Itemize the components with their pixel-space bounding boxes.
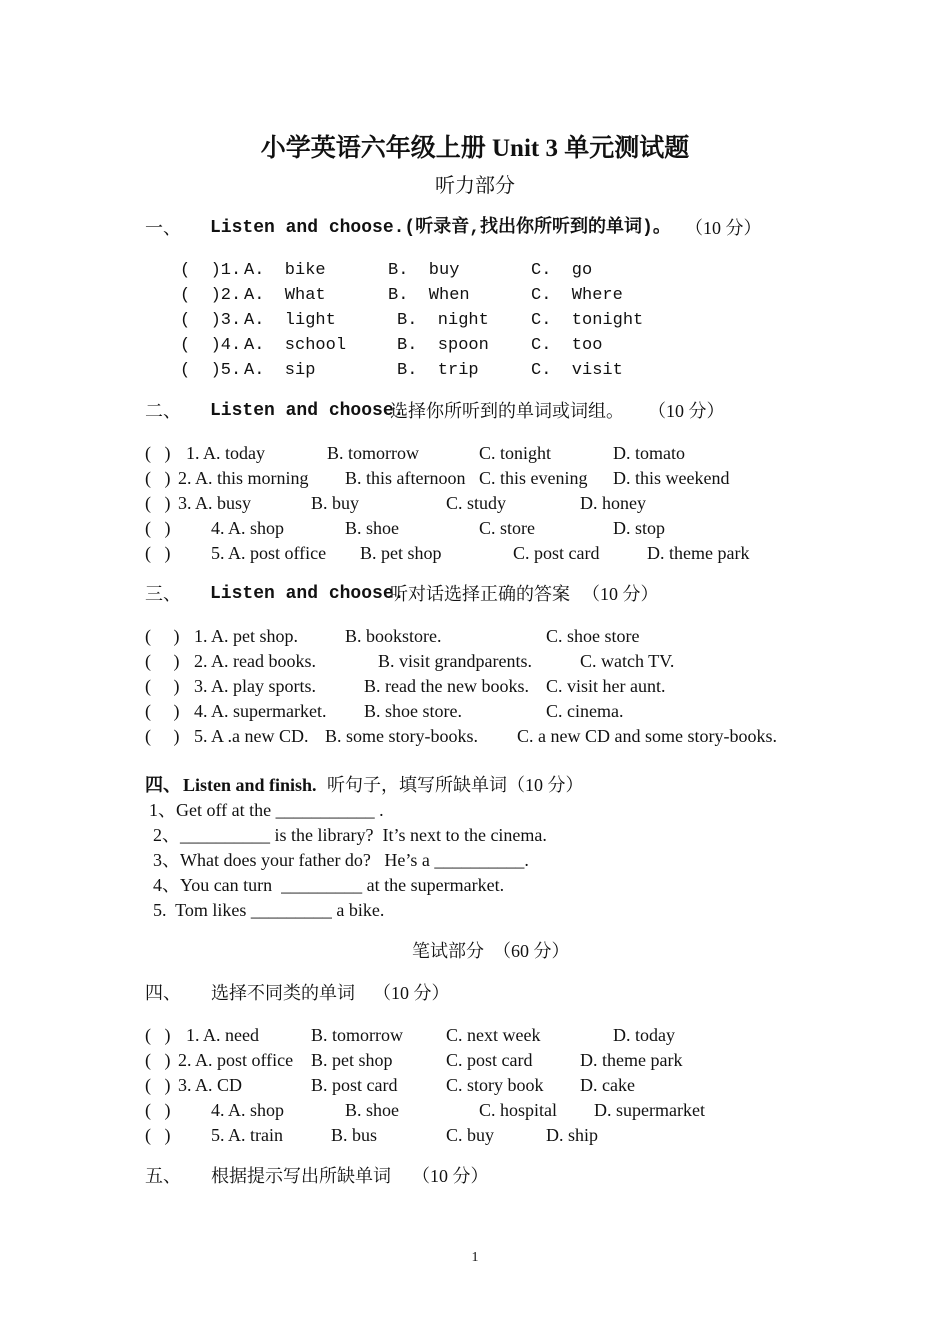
written-heading: 笔试部分 （60 分） [412, 941, 570, 961]
s2-q4-option-c: C. store [479, 518, 535, 538]
s2-q5-option-a: 5. A. post office [211, 543, 327, 563]
s5-q3-option-a: 3. A. CD [178, 1075, 243, 1095]
listening-heading: 听力部分 [435, 175, 515, 197]
s5-q5-paren: ( ) [145, 1125, 171, 1145]
section-6-score: （10 分） [412, 1166, 489, 1186]
s1-q3-option-b: B. night [397, 311, 489, 330]
s2-q1-paren: ( ) [145, 443, 171, 463]
s5-q3-option-d: D. cake [580, 1075, 635, 1095]
s5-q5-option-d: D. ship [546, 1125, 599, 1145]
s3-q4-option-b: B. shoe store. [364, 701, 462, 721]
s2-q1-option-c: C. tonight [479, 443, 552, 463]
s2-q3-option-b: B. buy [311, 493, 360, 513]
s5-q1-paren: ( ) [145, 1025, 171, 1045]
s5-q5-option-a: 5. A. train [211, 1125, 283, 1145]
s1-q5-option-b: B. trip [397, 361, 479, 380]
s2-q3-option-d: D. honey [580, 493, 646, 513]
s3-q5-option-b: B. some story-books. [325, 726, 478, 746]
s4-sentence-2: 2、__________ is the library? It’s next to the cinema. [153, 825, 547, 845]
s5-q1-option-b: B. tomorrow [311, 1025, 403, 1045]
s4-sentence-3: 3、What does your father do? He’s a __________. [153, 850, 529, 870]
s2-q1-option-a: 1. A. today [186, 443, 265, 463]
s3-q2-option-c: C. watch TV. [580, 651, 675, 671]
s2-q2-option-c: C. this evening [479, 468, 588, 488]
s2-q4-option-d: D. stop [613, 518, 666, 538]
s5-q1-option-d: D. today [613, 1025, 675, 1045]
s5-q1-option-c: C. next week [446, 1025, 541, 1045]
s2-q5-option-d: D. theme park [647, 543, 750, 563]
s2-q2-option-b: B. this afternoon [345, 468, 466, 488]
section-2-number: 二、 [145, 401, 181, 421]
s5-q3-paren: ( ) [145, 1075, 171, 1095]
s5-q2-option-a: 2. A. post office [178, 1050, 294, 1070]
s1-q5-option-c: C. visit [531, 361, 623, 380]
s1-q4-option-b: B. spoon [397, 336, 489, 355]
s1-q5-option-a: A. sip [244, 361, 316, 380]
s1-q4-option-a: A. school [244, 336, 347, 355]
s2-q4-option-a: 4. A. shop [211, 518, 285, 538]
s5-q4-option-a: 4. A. shop [211, 1100, 285, 1120]
s1-q3-number: ( )3. [180, 311, 242, 330]
s3-q1-option-b: B. bookstore. [345, 626, 442, 646]
s4-sentence-4: 4、You can turn _________ at the supermarket. [153, 875, 505, 895]
section-3-score: （10 分） [582, 584, 659, 604]
section-1-number: 一、 [145, 218, 181, 238]
s1-q3-option-c: C. tonight [531, 311, 644, 330]
s1-q2-number: ( )2. [180, 286, 242, 305]
s5-q4-option-c: C. hospital [479, 1100, 558, 1120]
s1-q5-number: ( )5. [180, 361, 242, 380]
s3-q3-paren: ( ) [145, 676, 180, 696]
section-4-number: 四、 [145, 775, 181, 795]
s1-q2-option-b: B. When [388, 286, 470, 305]
s2-q5-option-c: C. post card [513, 543, 600, 563]
section-4-instruction: Listen and finish. [183, 775, 317, 795]
s2-q3-option-a: 3. A. busy [178, 493, 252, 513]
s5-q2-option-c: C. post card [446, 1050, 533, 1070]
s3-q5-paren: ( ) [145, 726, 180, 746]
s4-sentence-5: 5. Tom likes _________ a bike. [153, 900, 385, 920]
s5-q5-option-c: C. buy [446, 1125, 495, 1145]
s2-q5-paren: ( ) [145, 543, 171, 563]
s1-q4-option-c: C. too [531, 336, 603, 355]
section-2-instruction-cn: 选择你所听到的单词或词组。 [390, 401, 624, 421]
s1-q2-option-a: A. What [244, 286, 326, 305]
s3-q3-option-b: B. read the new books. [364, 676, 529, 696]
s1-q1-option-b: B. buy [388, 261, 460, 280]
s3-q4-paren: ( ) [145, 701, 180, 721]
section-5-score: （10 分） [373, 983, 450, 1003]
s5-q1-option-a: 1. A. need [186, 1025, 259, 1045]
s1-q1-option-a: A. bike [244, 261, 326, 280]
section-5-number: 四、 [145, 983, 181, 1003]
section-4-instruction-cn: 听句子，填写所缺单词（10 分） [327, 775, 584, 795]
s5-q2-option-d: D. theme park [580, 1050, 683, 1070]
s5-q4-option-d: D. supermarket [594, 1100, 705, 1120]
s2-q4-option-b: B. shoe [345, 518, 399, 538]
section-2-instruction: Listen and choose. [210, 401, 405, 421]
section-3-number: 三、 [145, 584, 181, 604]
s5-q2-paren: ( ) [145, 1050, 171, 1070]
s5-q3-option-c: C. story book [446, 1075, 544, 1095]
s4-sentence-1: 1、Get off at the ___________ . [149, 800, 384, 820]
s1-q3-option-a: A. light [244, 311, 336, 330]
s2-q3-paren: ( ) [145, 493, 171, 513]
s5-q4-option-b: B. shoe [345, 1100, 399, 1120]
s1-q2-option-c: C. Where [531, 286, 623, 305]
s3-q5-option-c: C. a new CD and some story-books. [517, 726, 777, 746]
s3-q4-option-c: C. cinema. [546, 701, 624, 721]
s2-q2-paren: ( ) [145, 468, 171, 488]
s2-q1-option-d: D. tomato [613, 443, 685, 463]
s3-q5-option-a: 5. A .a new CD. [194, 726, 309, 746]
section-6-instruction: 根据提示写出所缺单词 [211, 1166, 391, 1186]
s5-q2-option-b: B. pet shop [311, 1050, 393, 1070]
s2-q1-option-b: B. tomorrow [327, 443, 419, 463]
s3-q2-paren: ( ) [145, 651, 180, 671]
section-5-instruction: 选择不同类的单词 [211, 983, 355, 1003]
s5-q5-option-b: B. bus [331, 1125, 378, 1145]
s2-q5-option-b: B. pet shop [360, 543, 442, 563]
s2-q4-paren: ( ) [145, 518, 171, 538]
section-1-instruction: Listen and choose.(听录音,找出你所听到的单词)。 [210, 218, 671, 238]
section-2-score: （10 分） [648, 401, 725, 421]
s5-q3-option-b: B. post card [311, 1075, 398, 1095]
s3-q4-option-a: 4. A. supermarket. [194, 701, 327, 721]
page-number: 1 [471, 1250, 479, 1265]
s3-q2-option-b: B. visit grandparents. [378, 651, 532, 671]
s3-q1-paren: ( ) [145, 626, 180, 646]
s3-q2-option-a: 2. A. read books. [194, 651, 316, 671]
page-title: 小学英语六年级上册 Unit 3 单元测试题 [260, 135, 690, 162]
s1-q1-number: ( )1. [180, 261, 242, 280]
section-3-instruction: Listen and choose. [210, 584, 405, 604]
s2-q3-option-c: C. study [446, 493, 507, 513]
s3-q3-option-a: 3. A. play sports. [194, 676, 317, 696]
s3-q1-option-a: 1. A. pet shop. [194, 626, 299, 646]
section-3-instruction-cn: 听对话选择正确的答案 [390, 584, 570, 604]
s1-q4-number: ( )4. [180, 336, 242, 355]
s2-q2-option-d: D. this weekend [613, 468, 730, 488]
s3-q1-option-c: C. shoe store [546, 626, 640, 646]
section-1-score: （10 分） [685, 218, 762, 238]
s3-q3-option-c: C. visit her aunt. [546, 676, 666, 696]
s1-q1-option-c: C. go [531, 261, 593, 280]
s5-q4-paren: ( ) [145, 1100, 171, 1120]
s2-q2-option-a: 2. A. this morning [178, 468, 309, 488]
section-6-number: 五、 [145, 1166, 181, 1186]
